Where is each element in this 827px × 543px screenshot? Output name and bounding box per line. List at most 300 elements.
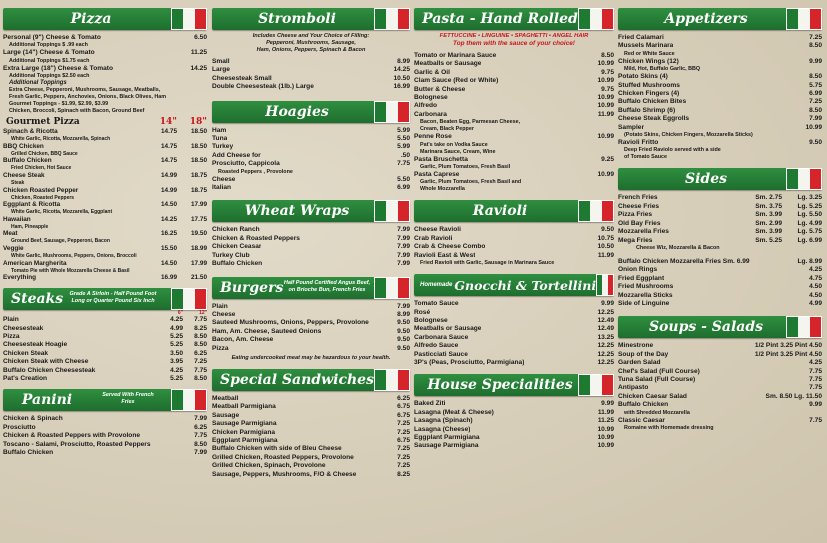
item-name: Extra Large (18") Cheese & Tomato	[3, 64, 114, 72]
item-price: 11.99	[597, 251, 614, 259]
house-banner	[414, 374, 614, 396]
item-name: Classic Caesar	[618, 416, 665, 424]
item-name: Tomato or Marinara Sauce	[414, 52, 497, 59]
steak-item	[3, 341, 207, 349]
price-6: 4.25	[170, 366, 183, 374]
item-name: Buffalo Shrimp (6)	[618, 106, 676, 114]
menu-item	[3, 34, 207, 42]
item-name: Chicken Steak	[3, 349, 49, 357]
item-price: 7.99	[397, 243, 410, 251]
menu-item-description: Deep Fried Raviolo served with a side	[624, 147, 721, 154]
price-6: 4.99	[170, 324, 183, 332]
gourmet-item	[3, 187, 207, 195]
menu-item	[212, 412, 410, 420]
price-6: 5.25	[170, 332, 183, 340]
price-12: 8.50	[194, 341, 207, 349]
steak-item	[3, 350, 207, 358]
menu-item-description: Bacon, Beaten Egg, Parmesan Cheese,	[420, 119, 521, 126]
menu-item-description: Additional Toppings $2.50 each	[9, 73, 90, 80]
item-price: 7.99	[809, 115, 822, 123]
gnocchi-title: Gnocchi & Tortellini	[454, 277, 597, 293]
menu-item	[212, 66, 410, 74]
gnocchi-list	[414, 300, 614, 367]
item-description: White Garlic, Ricotta, Mozzarella, Eggplant	[11, 209, 113, 216]
item-name: Cheese Steak Eggrolls	[618, 115, 690, 123]
item-name: Double Cheesesteak (1lb.) Large	[212, 83, 314, 91]
menu-item	[414, 252, 614, 260]
menu-item	[414, 317, 614, 325]
price-14: 14.75	[161, 128, 177, 136]
item-name: Chicken Fingers (4)	[618, 90, 680, 98]
item-price: 14.25	[393, 66, 410, 74]
soups-banner	[618, 316, 822, 338]
menu-item	[414, 69, 614, 77]
wraps-banner	[212, 200, 410, 222]
item-price: 9.50	[397, 319, 410, 327]
item-name: Tuna	[212, 135, 228, 143]
column-4	[618, 8, 822, 432]
item-price: 10.99	[597, 442, 614, 450]
price-18: 18.50	[191, 142, 207, 150]
burgers-banner	[212, 277, 410, 299]
wraps-title: Wheat Wraps	[244, 203, 350, 220]
menu-item	[618, 417, 822, 425]
item-price: 11.99	[597, 408, 614, 416]
menu-item-description: Mild, Hot, Buffalo Garlic, BBQ	[624, 66, 701, 73]
price-18: 17.99	[191, 259, 207, 267]
menu-item	[212, 135, 410, 143]
italian-flag-icon	[578, 374, 614, 396]
item-price: 5.50	[397, 175, 410, 183]
item-description: Steak	[11, 180, 25, 186]
special-list	[212, 395, 410, 479]
italian-flag-icon	[171, 389, 207, 411]
steak-item	[3, 358, 207, 366]
toppings-heading: Additional Toppings	[9, 80, 67, 87]
item-name: Baked Ziti	[414, 400, 446, 408]
menu-item	[618, 115, 822, 123]
menu-item	[414, 351, 614, 359]
item-price: 7.25	[397, 428, 410, 436]
menu-item-description: Garlic, Plum Tomatoes, Fresh Basil and	[420, 179, 522, 186]
steak-item	[3, 316, 207, 324]
menu-item-description: Fried Ravioli with Garlic, Sausage in Marinara Sauce	[420, 260, 555, 267]
item-price: 11.99	[597, 110, 614, 118]
item-name: Large	[212, 66, 230, 74]
size-18: 18"	[189, 117, 207, 128]
menu-item	[618, 393, 822, 401]
menu-item	[618, 34, 822, 42]
item-price: 8.50	[809, 42, 822, 50]
item-price: 11.25	[597, 417, 614, 425]
menu-item	[618, 90, 822, 98]
menu-item	[414, 156, 614, 164]
menu-item	[414, 334, 614, 342]
item-name: Alfredo Sauce	[414, 342, 459, 350]
item-name: American Margherita	[3, 259, 67, 267]
item-price: 7.99	[397, 251, 410, 259]
item-name: Small	[212, 58, 230, 65]
hoagies-banner	[212, 101, 410, 123]
item-name: Crab Ravioli	[414, 234, 453, 242]
item-price: 10.99	[597, 102, 614, 110]
italian-flag-icon	[171, 288, 207, 310]
steaks-title: Steaks	[11, 291, 64, 308]
menu-item	[212, 336, 410, 344]
item-name: Garlic & Oil	[414, 68, 450, 76]
item-name: Sausage	[212, 411, 240, 419]
menu-item-description: Red or White Sauce	[624, 50, 675, 57]
italian-flag-icon	[374, 8, 410, 30]
panini-list	[3, 415, 207, 457]
gourmet-item	[3, 274, 207, 282]
price-14: 16.25	[161, 230, 177, 238]
menu-item-description: Pat's take on Vodka Sauce	[420, 141, 488, 148]
item-name: Mozzarella Fries	[618, 228, 669, 236]
menu-item	[618, 359, 822, 367]
gnocchi-banner	[414, 274, 614, 296]
note-line: Ham, Onions, Peppers, Spinach & Bacon	[256, 47, 366, 53]
item-name: Cheese Ravioli	[414, 226, 461, 234]
item-price: 8.50	[809, 73, 822, 81]
side-item	[618, 228, 822, 236]
item-name: Tomato Sauce	[414, 300, 459, 308]
italian-flag-icon	[374, 369, 410, 391]
item-description: Ground Beef, Sausage, Pepperoni, Bacon	[11, 238, 110, 245]
price-14: 14.25	[161, 215, 177, 223]
menu-item	[212, 160, 410, 168]
menu-item-description: with Shredded Mozzarella	[624, 409, 690, 416]
item-price: 4.25	[809, 266, 822, 274]
item-name: Stuffed Mushrooms	[618, 81, 680, 89]
menu-item	[618, 351, 822, 359]
gourmet-item	[3, 172, 207, 180]
menu-item	[414, 60, 614, 68]
price-6: 4.25	[170, 316, 183, 324]
item-description: Ham, Pineapple	[11, 223, 49, 230]
gourmet-title: Gourmet Pizza	[6, 117, 80, 128]
item-name: Toscano - Salami, Prosciutto, Roasted Peppers	[3, 440, 151, 448]
menu-item	[3, 65, 207, 73]
menu-item	[618, 258, 822, 266]
menu-item-description: Cream, Black Pepper	[420, 126, 474, 133]
menu-item	[618, 342, 822, 350]
gnocchi-label: Homemade	[420, 282, 453, 289]
menu-item	[618, 368, 822, 376]
item-name: Meat	[3, 230, 18, 238]
item-price: 13.25	[597, 333, 614, 341]
hoagies-list	[212, 127, 410, 193]
item-name: Chicken Wings (12)	[618, 57, 679, 65]
note-line: Pepperoni, Mushrooms, Sausage,	[266, 40, 356, 46]
item-name: Hawaiian	[3, 215, 31, 223]
item-price: 12.49	[597, 325, 614, 333]
pasta-sauce-note: Top them with the sauce of your choice!	[453, 40, 575, 47]
column-1	[3, 8, 207, 457]
item-name: Chicken & Roasted Peppers	[212, 234, 300, 242]
menu-item-description: Additional Toppings $1.75 each	[9, 57, 90, 64]
steak-item	[3, 325, 207, 333]
menu-item	[212, 75, 410, 83]
price-12: 8.25	[194, 324, 207, 332]
item-description: Grilled Chicken, BBQ Sauce	[11, 150, 78, 157]
item-price: 10.50	[597, 243, 614, 251]
price-18: 18.50	[191, 157, 207, 165]
toppings-list	[3, 87, 207, 115]
note-line: Gourmet Toppings - $1.99, $2.99, $3.99	[9, 101, 109, 108]
item-price: 8.99	[397, 58, 410, 65]
menu-item	[212, 328, 410, 336]
menu-item	[618, 401, 822, 409]
gourmet-item	[3, 260, 207, 268]
item-price: 6.75	[397, 411, 410, 419]
item-price: 1/2 Pint 3.25 Pint 4.50	[754, 350, 822, 358]
menu-item	[618, 107, 822, 115]
item-name: Cheese	[212, 310, 236, 318]
wraps-list	[212, 226, 410, 268]
pasta-list	[414, 52, 614, 193]
item-name: Ham, Am. Cheese, Sauteed Onions	[212, 327, 322, 335]
price-6: 5.25	[170, 341, 183, 349]
item-name: Lasagna (Cheese)	[414, 425, 471, 433]
item-price: 6.75	[397, 436, 410, 444]
italian-flag-icon	[786, 168, 822, 190]
item-price: 10.99	[597, 133, 614, 141]
item-price: 10.50	[393, 74, 410, 82]
item-name: Turkey	[212, 143, 234, 151]
item-name: Ham	[212, 126, 227, 134]
item-name: Prosciutto	[3, 423, 36, 431]
steaks-subtitle: Grade A Sirloin - Half Pound Foot Long or Quarter Pound Six Inch	[69, 291, 157, 305]
menu-item	[618, 139, 822, 147]
item-price: 4.75	[809, 274, 822, 282]
price-small: Sm. 3.75	[755, 202, 782, 210]
item-price: 10.99	[597, 94, 614, 102]
price-large: Lg. 5.50	[797, 211, 822, 219]
pasta-banner	[414, 8, 614, 30]
price-18: 18.99	[191, 244, 207, 252]
item-name: Potato Skins (4)	[618, 73, 668, 81]
price-18: 18.75	[191, 186, 207, 194]
menu-item	[414, 309, 614, 317]
item-name: Buffalo Chicken	[3, 449, 54, 457]
menu-item	[212, 471, 410, 479]
menu-item	[212, 226, 410, 234]
item-name: Cheese	[212, 175, 236, 183]
item-name: Old Bay Fries	[618, 219, 661, 227]
menu-item	[414, 52, 614, 60]
item-name: French Fries	[618, 194, 658, 202]
menu-item	[618, 82, 822, 90]
menu-item	[414, 94, 614, 102]
menu-item	[414, 400, 614, 408]
price-18: 19.50	[191, 230, 207, 238]
price-large: Lg. 6.99	[797, 236, 822, 244]
menu-item-description: Garlic, Plum Tomatoes, Fresh Basil	[420, 164, 511, 171]
item-price: 6.25	[397, 394, 410, 402]
item-description: White Garlic, Mushrooms, Peppers, Onions, Broccoli	[11, 252, 137, 259]
item-price: 1/2 Pint 3.25 Pint 4.50	[754, 342, 822, 350]
note-line: Extra Cheese, Pepperoni, Mushrooms, Sausage, Meatballs,	[9, 87, 161, 94]
menu-item	[212, 252, 410, 260]
item-name: Pizza	[3, 332, 20, 340]
appetizers-title: Appetizers	[664, 11, 748, 27]
menu-item	[414, 342, 614, 350]
price-18: 17.75	[191, 215, 207, 223]
item-price: 8.50	[601, 52, 614, 59]
menu-item	[618, 300, 822, 308]
item-name: Cheesesteak Small	[212, 74, 272, 82]
pizza-title: Pizza	[70, 11, 112, 27]
item-name: Carbonara Sauce	[414, 333, 469, 341]
item-name: Sausage, Peppers, Mushrooms, F/O & Cheese	[212, 470, 357, 478]
item-price: .50	[400, 151, 410, 159]
item-price: 7.75	[194, 432, 207, 440]
ravioli-list	[414, 226, 614, 267]
item-price: 7.99	[397, 234, 410, 242]
mega-fries-note: Cheese Wiz, Mozzarella & Bacon	[636, 244, 720, 251]
item-name: Chef's Salad (Full Course)	[618, 367, 700, 375]
item-name: Chicken & Roasted Peppers with Provolone	[3, 432, 141, 440]
ravioli-title: Ravioli	[472, 203, 528, 220]
item-price: 9.50	[601, 226, 614, 234]
item-description: Tomato Pie with Whole Mozzarella Cheese & Basil	[11, 267, 130, 274]
menu-item	[414, 442, 614, 450]
menu-item	[212, 83, 410, 91]
menu-item	[212, 303, 410, 311]
price-large: Lg. 5.75	[797, 228, 822, 236]
item-price: 7.25	[397, 462, 410, 470]
item-name: Cheese Fries	[618, 202, 660, 210]
price-14: 16.99	[161, 274, 177, 282]
pizza-list	[3, 34, 207, 80]
menu-item	[212, 454, 410, 462]
item-name: Side of Linguine	[618, 299, 670, 307]
price-14: 14.99	[161, 172, 177, 179]
menu-item	[618, 376, 822, 384]
item-price: 9.50	[397, 327, 410, 335]
item-name: Bacon, Am. Cheese	[212, 336, 274, 344]
menu-item-description: Romaine with Homemade dressing	[624, 425, 714, 431]
special-banner	[212, 369, 410, 391]
menu-item	[212, 243, 410, 251]
item-price: 5.99	[397, 143, 410, 151]
side-item	[618, 220, 822, 228]
price-small: Sm. 2.75	[755, 194, 782, 202]
side-item	[618, 211, 822, 219]
menu-item	[414, 300, 614, 308]
item-name: Fried Calamari	[618, 34, 664, 41]
steak-item	[3, 367, 207, 375]
price-12: 7.75	[194, 366, 207, 374]
item-name: Rosé	[414, 308, 431, 316]
menu-item	[212, 429, 410, 437]
item-name: Personal (9") Cheese & Tomato	[3, 34, 101, 41]
menu-item	[618, 292, 822, 300]
item-price: 8.99	[397, 310, 410, 318]
panini-title: Panini	[21, 392, 73, 409]
menu-item-description: of Tomato Sauce	[624, 154, 668, 161]
item-price: 7.75	[809, 384, 822, 392]
item-price: 9.99	[809, 401, 822, 409]
item-price: 7.99	[397, 260, 410, 268]
menu-item	[212, 319, 410, 327]
menu-item	[618, 73, 822, 81]
menu-item	[414, 86, 614, 94]
menu-item	[212, 420, 410, 428]
menu-item	[212, 260, 410, 268]
italian-flag-icon	[578, 200, 614, 222]
item-price: 4.99	[809, 299, 822, 307]
item-name: Chicken Ranch	[212, 226, 260, 234]
item-name: Sauteed Mushrooms, Onions, Peppers, Provolone	[212, 319, 369, 327]
price-14: 14.50	[161, 259, 177, 267]
gourmet-item	[3, 230, 207, 238]
menu-item	[212, 437, 410, 445]
sides-title: Sides	[684, 171, 727, 188]
panini-subtitle: Served With French Fries	[102, 392, 154, 406]
item-name: Buffalo Chicken with side of Bleu Cheese	[212, 445, 342, 453]
item-price: 7.99	[397, 226, 410, 234]
appetizers-banner	[618, 8, 822, 30]
item-name: Pasta Caprese	[414, 171, 460, 179]
menu-item	[414, 434, 614, 442]
item-description: Fried Chicken, Hot Sauce	[11, 165, 72, 172]
item-price: Lg. 8.99	[797, 257, 822, 265]
item-name: Mussels Marinara	[618, 42, 674, 50]
item-name: Italian	[212, 184, 232, 192]
menu-item	[212, 462, 410, 470]
italian-flag-icon	[171, 8, 207, 30]
item-price: 7.25	[809, 98, 822, 106]
italian-flag-icon	[374, 277, 410, 299]
item-price: 12.49	[597, 316, 614, 324]
item-price: 12.25	[597, 358, 614, 366]
note-line: Chicken, Broccoli, Spinach with Bacon, Ground Beef	[9, 108, 145, 115]
item-name: Cheesesteak	[3, 324, 44, 332]
item-name: Large (14") Cheese & Tomato	[3, 49, 95, 57]
side-item	[618, 194, 822, 202]
item-name: Pat's Creation	[3, 375, 48, 382]
menu-item	[618, 283, 822, 291]
item-price: 9.75	[601, 68, 614, 76]
price-18: 18.50	[191, 128, 207, 136]
gourmet-item	[3, 245, 207, 253]
item-name: Minestrone	[618, 342, 654, 350]
price-6: 5.25	[170, 375, 183, 382]
item-price: 14.25	[190, 64, 207, 72]
item-name: Butter & Cheese	[414, 85, 466, 93]
item-name: Buffalo Chicken Cheesesteak	[3, 366, 96, 374]
menu-item	[618, 58, 822, 66]
item-name: Chicken & Spinach	[3, 415, 63, 423]
item-name: Grilled Chicken, Spinach, Provolone	[212, 462, 326, 470]
item-price: 8.25	[397, 470, 410, 478]
gourmet-item	[3, 216, 207, 224]
note-line: Fresh Garlic, Peppers, Anchovies, Onions, Black Olives, Ham	[9, 94, 167, 101]
item-price: 7.25	[809, 34, 822, 41]
steaks-banner	[3, 288, 207, 310]
item-name: Carbonara	[414, 110, 447, 118]
item-price: 4.50	[809, 291, 822, 299]
item-name: Meatballs or Sausage	[414, 60, 482, 68]
item-name: Lasagna (Meat & Cheese)	[414, 408, 494, 416]
item-name: Garden Salad	[618, 359, 661, 367]
side-item	[618, 237, 822, 245]
menu-item	[212, 176, 410, 184]
item-name: Prosciutto, Cappicola	[212, 160, 280, 168]
soups-title: Soups - Salads	[648, 319, 764, 336]
